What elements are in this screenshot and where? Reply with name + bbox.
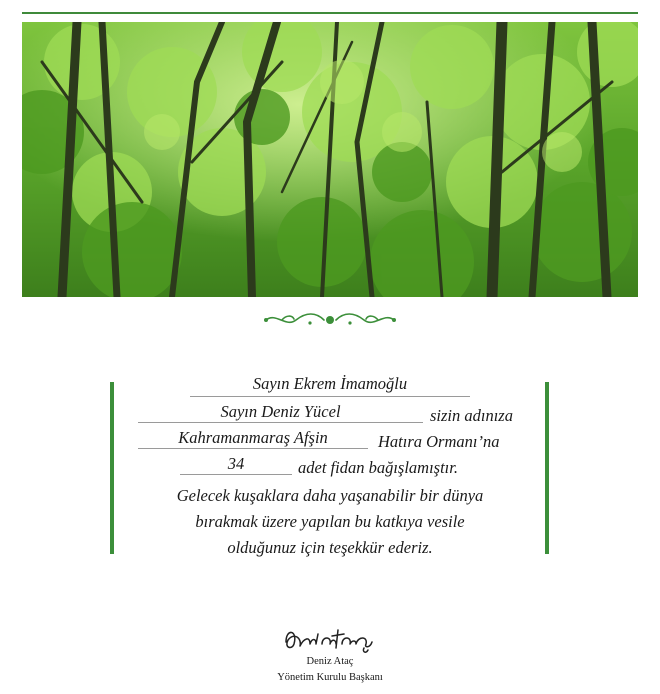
handwritten-signature bbox=[280, 618, 380, 656]
sapling-suffix: adet fidan bağışlamıştır. bbox=[298, 458, 458, 477]
signer-title: Yönetim Kurulu Başkanı bbox=[277, 672, 383, 683]
donor-suffix: sizin adınıza bbox=[430, 406, 513, 425]
left-accent-bar bbox=[110, 382, 114, 554]
recipient-underline bbox=[190, 396, 470, 397]
forest-suffix: Hatıra Ormanı’na bbox=[378, 432, 500, 451]
top-rule bbox=[22, 12, 638, 14]
closing-line-3: olduğunuz için teşekkür ederiz. bbox=[227, 538, 433, 557]
right-accent-bar bbox=[545, 382, 549, 554]
forest-name: Kahramanmaraş Afşin bbox=[178, 428, 328, 447]
sapling-underline bbox=[180, 474, 292, 475]
recipient-name: Sayın Ekrem İmamoğlu bbox=[252, 374, 408, 393]
forest-photo bbox=[22, 22, 638, 297]
floral-scroll-ornament-icon bbox=[262, 311, 398, 329]
closing-line-1: Gelecek kuşaklara daha yaşanabilir bir dünya bbox=[176, 486, 484, 505]
signer-name: Deniz Ataç bbox=[306, 656, 354, 667]
sapling-count: 34 bbox=[227, 454, 245, 473]
donor-underline bbox=[138, 422, 423, 423]
forest-underline bbox=[138, 448, 368, 449]
closing-line-2: bırakmak üzere yapılan bu katkıya vesile bbox=[195, 512, 465, 531]
donor-name: Sayın Deniz Yücel bbox=[220, 402, 341, 421]
